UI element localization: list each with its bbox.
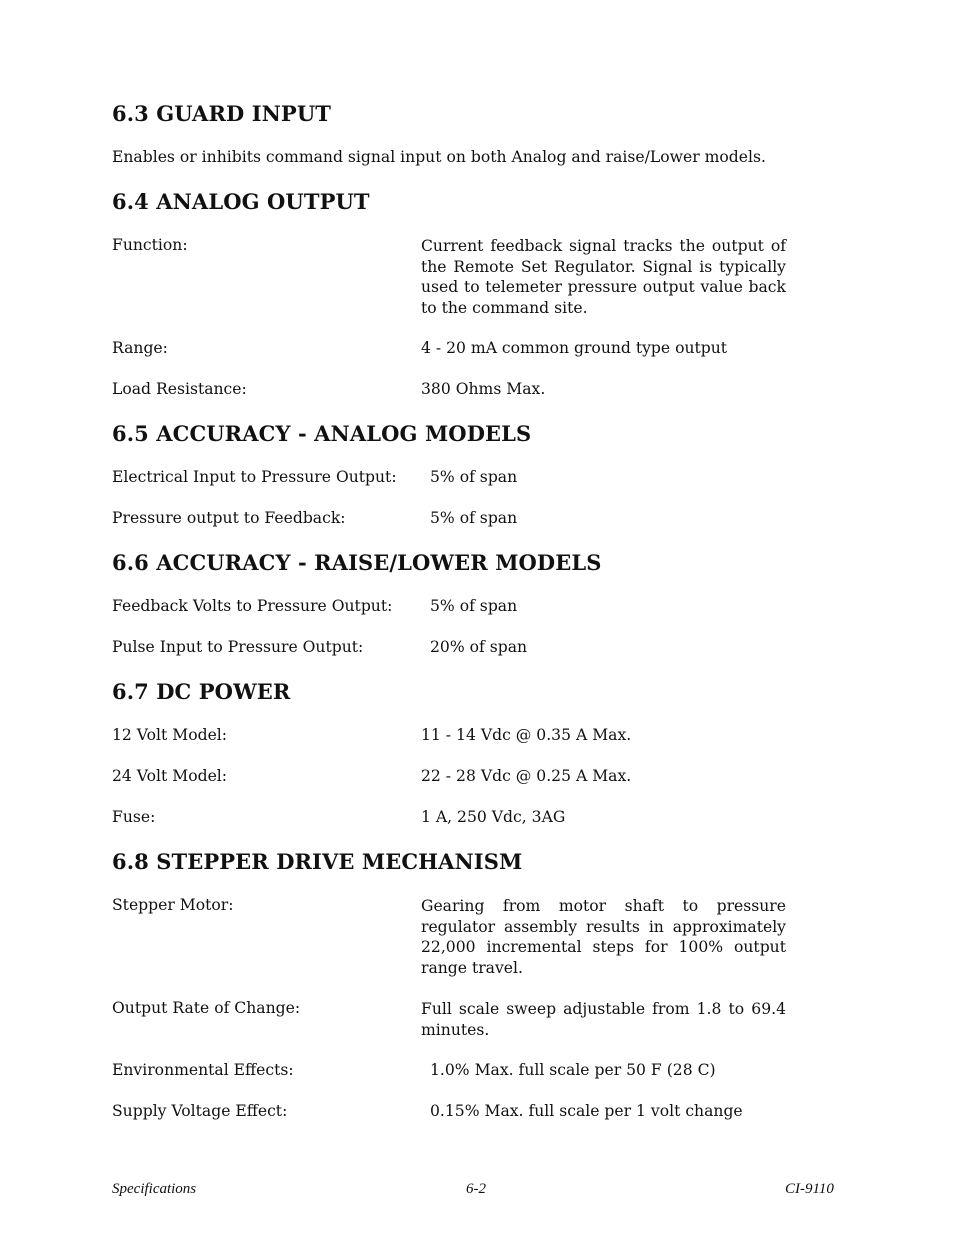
spec-value: 4 - 20 mA common ground type output bbox=[421, 339, 728, 357]
spec-value: Full scale sweep adjustable from 1.8 to 69.4 minutes. bbox=[421, 1000, 786, 1039]
spec-label: Function: bbox=[112, 236, 188, 254]
spec-label: Load Resistance: bbox=[112, 380, 247, 398]
spec-label: Output Rate of Change: bbox=[112, 999, 301, 1017]
footer-section-name: Specifications bbox=[112, 1181, 197, 1197]
section-heading-analog-output: 6.4 ANALOG OUTPUT bbox=[112, 189, 370, 214]
spec-label: Feedback Volts to Pressure Output: bbox=[112, 597, 393, 615]
spec-label: Pressure output to Feedback: bbox=[112, 509, 346, 527]
spec-value: 5% of span bbox=[430, 509, 518, 527]
spec-value: 22 - 28 Vdc @ 0.25 A Max. bbox=[421, 767, 632, 785]
spec-value: Current feedback signal tracks the output of the Remote Set Regulator. Signal is typically used to telemeter pressure output value back to the command site. bbox=[421, 237, 786, 317]
spec-value: Gearing from motor shaft to pressure regulator assembly results in approximately 22,000 incremental steps for 100% output range travel. bbox=[421, 897, 786, 977]
spec-label: Electrical Input to Pressure Output: bbox=[112, 468, 397, 486]
footer-page-number: 6-2 bbox=[466, 1181, 486, 1197]
spec-value: 380 Ohms Max. bbox=[421, 380, 546, 398]
spec-label: Environmental Effects: bbox=[112, 1061, 294, 1079]
spec-value: 1 A, 250 Vdc, 3AG bbox=[421, 808, 566, 826]
spec-value: 11 - 14 Vdc @ 0.35 A Max. bbox=[421, 726, 632, 744]
spec-label: Stepper Motor: bbox=[112, 896, 234, 914]
spec-label: Pulse Input to Pressure Output: bbox=[112, 638, 364, 656]
footer-document-id: CI-9110 bbox=[785, 1181, 834, 1197]
spec-value: 1.0% Max. full scale per 50 F (28 C) bbox=[430, 1061, 716, 1079]
spec-label: 12 Volt Model: bbox=[112, 726, 228, 744]
spec-value: 5% of span bbox=[430, 597, 518, 615]
spec-value: 20% of span bbox=[430, 638, 528, 656]
section-heading-stepper-drive: 6.8 STEPPER DRIVE MECHANISM bbox=[112, 849, 523, 874]
spec-value: 5% of span bbox=[430, 468, 518, 486]
section-heading-accuracy-raise-lower: 6.6 ACCURACY - RAISE/LOWER MODELS bbox=[112, 550, 602, 575]
spec-value: 0.15% Max. full scale per 1 volt change bbox=[430, 1102, 743, 1120]
spec-label: 24 Volt Model: bbox=[112, 767, 228, 785]
section-heading-guard-input: 6.3 GUARD INPUT bbox=[112, 101, 331, 126]
spec-label: Fuse: bbox=[112, 808, 156, 826]
section-heading-dc-power: 6.7 DC POWER bbox=[112, 679, 291, 704]
spec-label: Supply Voltage Effect: bbox=[112, 1102, 288, 1120]
section-heading-accuracy-analog: 6.5 ACCURACY - ANALOG MODELS bbox=[112, 421, 532, 446]
spec-label: Range: bbox=[112, 339, 168, 357]
guard-input-description: Enables or inhibits command signal input on both Analog and raise/Lower models. bbox=[112, 148, 766, 166]
